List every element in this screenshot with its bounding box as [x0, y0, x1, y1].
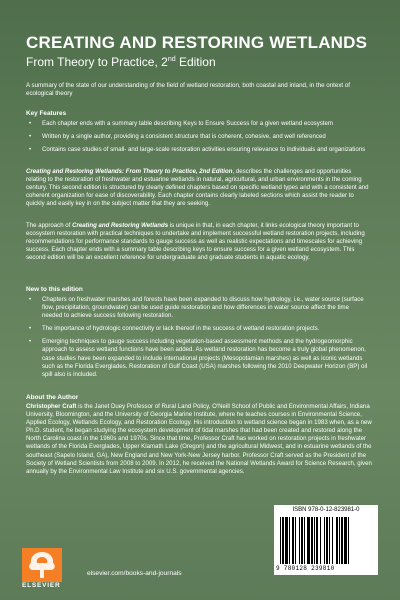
elsevier-tree-logo — [22, 548, 62, 582]
description-text: , describes the challenges and opportunities relating to the restoration of freshwater and estuarine wetlands in natural, agricultural, and urban environments in the coming century. This second edition is structured by clearly defined chapters based on specific wetland types and with a consistent and coherent organization for ease of discoverability. Each chapter contains clearly labeled sections which assist the reader to quickly and easily key in on the subject matter that they are seeking. — [26, 168, 369, 208]
barcode-icon — [280, 517, 372, 564]
key-feature-item: • Written by a single author, providing a consistent structure that is coherent, cohesive, and well referenced — [26, 133, 371, 141]
new-edition-list — [26, 296, 371, 384]
author-name: Christopher Craft — [26, 403, 77, 410]
key-features-heading: Key Features — [26, 110, 67, 117]
publisher-url[interactable]: elsevier.com/books-and-journals — [87, 570, 182, 577]
new-edition-item: • Emerging techniques to gauge success including vegetation-based assessment methods and the hydrogeomorphic approach to assess wetland functions have been added. As wetland restoration has become a truly global phenomenon, case studies have been expanded to include international projects (Mesopotamian marshes) as well as iconic wetlands such as the Florida Everglades. Restoration of Gulf Coast (USA) marshes following the 2010 Deepwater Horizon (BP) oil spill also is included. — [26, 338, 371, 378]
subtitle-main: From Theory to Practice, 2 — [26, 55, 168, 69]
key-feature-item: • Contains case studies of small- and large-scale restoration activities ensuring relevance to individuals and organizations — [26, 146, 371, 154]
new-edition-heading: New to this edition — [26, 286, 83, 293]
isbn-barcode-box — [274, 505, 378, 575]
author-bio — [26, 403, 373, 476]
description-paragraph-1 — [26, 168, 373, 208]
book-title-italic: Creating and Restoring Wetlands: From Theory to Practice, 2nd Edition — [26, 168, 233, 175]
isbn-label: ISBN 978-0-12-823981-0 — [292, 507, 360, 513]
book-title: CREATING AND RESTORING WETLANDS — [26, 33, 368, 52]
author-heading: About the Author — [26, 394, 79, 401]
book-title-italic: Creating and Restoring Wetlands — [72, 222, 169, 229]
subtitle-superscript: nd — [167, 56, 176, 63]
key-feature-item: • Each chapter ends with a summary table describing Keys to Ensure Success for a given wetland ecosystem — [26, 120, 371, 128]
publisher-name: ELSEVIER — [22, 582, 61, 589]
key-features-list — [26, 120, 371, 159]
book-subtitle — [26, 55, 216, 69]
author-bio-text: is the Janet Duey Professor of Rural Land Policy, O'Neill School of Public and Environmental Affairs, Indiana University, Bloomington, and the University of Georgia Marine Institute, where he teaches courses in Environmental Science, Applied Ecology, Wetlands Ecology, and Restoration Ecology. His introduction to wetland science began in 1983 when, as a new Ph.D. student, he began studying the ecosystem development of tidal marshes that had been created and restored along the North Carolina coast in the 1960s and 1970s. Since that time, Professor Craft has worked on restoration projects in freshwater wetlands of the Florida Everglades, Upper Klamath Lake (Oregon) and the agricultural Midwest, and in estuarine wetlands of the southeast (Sapelo Island, GA), New England and New York-New Jersey harbor. Professor Craft served as the President of the Society of Wetland Scientists from 2008 to 2009. In 2012, he received the National Wetlands Award for Science Research, given annually by the Environmental Law Institute and six U.S. governmental agencies. — [26, 403, 372, 475]
new-edition-item: • The importance of hydrologic connectivity or lack thereof in the success of wetland restoration projects. — [26, 325, 371, 333]
description-paragraph-2 — [26, 222, 373, 262]
new-edition-item: • Chapters on freshwater marshes and forests have been expanded to discuss how hydrology, i.e., water source (surface flow, precipitation, groundwater) can be used guide restoration and how differences in water source affect the time needed to achieve success following restoration. — [26, 296, 371, 320]
description-text: The approach of — [26, 222, 73, 229]
description-text: is unique in that, in each chapter, it links ecological theory important to ecosystem restoration with practical techniques to undertake and implement successful wetland restoration projects, including recommendations for performance standards to gauge success as well as realistic expectations and timescales for achieving success. Each chapter ends with a summary table describing keys to ensure success for a given wetland ecosystem. This second edition will be an excellent reference for undergraduate and graduate students in aquatic ecology. — [26, 222, 365, 262]
barcode-digits: 9 780128 239810 — [276, 565, 335, 572]
subtitle-end: Edition — [175, 55, 216, 69]
summary-text: A summary of the state of our understanding of the field of wetland restoration, both coastal and inland, in the ontext of ecological theory — [26, 82, 351, 98]
